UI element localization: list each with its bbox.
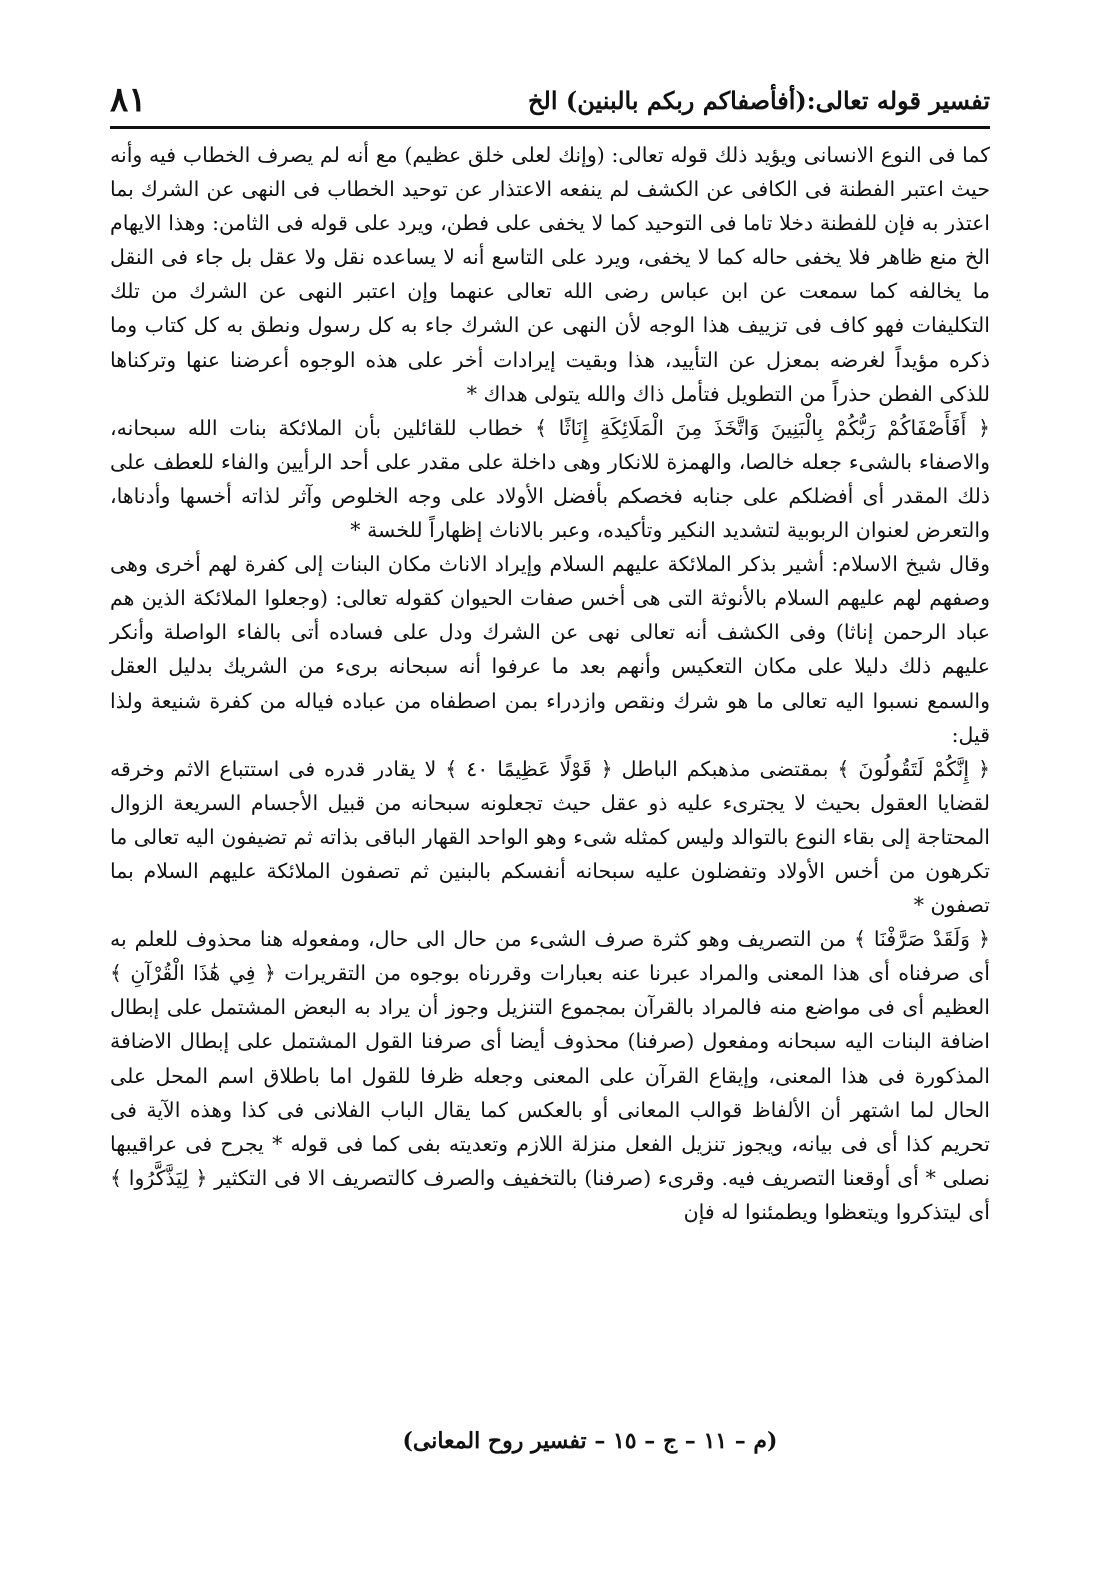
paragraph-3: وقال شيخ الاسلام: أشير بذكر الملائكة عليهم السلام وإيراد الاناث مكان البنات إلى كفرة لهم أخرى وهى وصفهم لهم عليهم السلام بالأنوثة التى هى أخس صفات الحيوان كقوله تعالى: (وجعلوا الملائكة الذين هم عباد الرحمن إناثا) وفى الكشف أنه تعالى نهى عن الشرك ودل على فساده أتى بالفاء الواصلة وأنكر عليهم ذلك دليلا على مكان التعكيس وأنهم بعد ما عرفوا أنه سبحانه برىء من الشريك بدليل العقل والسمع نسبوا اليه تعالى ما هو شرك ونقص وازدراء بمن اصطفاه من عباده فياله من كفرة شنيعة ولذا قيل: [110, 552, 990, 747]
page-number: ٨١ [110, 80, 147, 120]
paragraph-4: ﴿ إِنَّكُمْ لَتَقُولُونَ ﴾ بمقتضى مذهبكم الباطل ﴿ قَوْلًا عَظِيمًا ٤٠ ﴾ لا يقادر قدره فى استتباع الاثم وخرقه لقضايا العقول بحيث لا يجترىء عليه ذو عقل حيث تجعلونه سبحانه من قبيل الأجسام السريعة الزوال المحتاجة إلى بقاء النوع بالتوالد وليس كمثله شىء وهو الواحد القهار الباقى بذاته ثم تضيفون اليه تعالى ما تكرهون من أخس الأولاد وتفضلون عليه سبحانه أنفسكم بالبنين ثم تصفون الملائكة عليهم السلام بما تصفون * [110, 756, 991, 918]
page-header [110, 82, 990, 128]
body-text [110, 138, 990, 1229]
header-rule [110, 126, 990, 129]
paragraph-2: ﴿ أَفَأَصْفَاكُمْ رَبُّكُمْ بِالْبَنِينَ وَاتَّخَذَ مِنَ الْمَلَائِكَةِ إِنَاثًا ﴾ خطاب للقائلين بأن الملائكة بنات الله سبحانه، والاصفاء بالشىء جعله خالصا، والهمزة للانكار وهى داخلة على مقدر على أحد الرأيين والفاء للعطف على ذلك المقدر أى أفضلكم على جنابه فخصكم بأفضل الأولاد على وجه الخلوص وآثر لذاته أخسها وأدناها، والتعرض لعنوان الربوبية لتشديد النكير وتأكيده، وعبر بالاناث إظهاراً للخسة * [110, 415, 990, 543]
signature-line: (م – ١١ – ج – ١٥ – تفسير روح المعانى) [402, 1428, 778, 1454]
running-title: تفسير قوله تعالى:(أفأصفاكم ربكم بالبنين) الخ [528, 86, 990, 115]
paragraph-1: كما فى النوع الانسانى ويؤيد ذلك قوله تعالى: (وإنك لعلى خلق عظيم) مع أنه لم يصرف الخطاب فيه وأنه حيث اعتبر الفطنة فى الكافى عن الكشف لم ينفعه الاعتذار عن توحيد الخطاب فى النهى عن الشرك بما اعتذر به فإن للفطنة دخلا تاما فى التوحيد كما لا يخفى على فطن، ويرد على قوله فى الثامن: وهذا الايهام الخ منع ظاهر فلا يخفى حاله كما لا يخفى، ويرد على التاسع أنه لا يساعده نقل ولا عقل بل جاء فى النقل ما يخالفه كما سمعت عن ابن عباس رضى الله تعالى عنهما وإن اعتبر النهى عن الشرك من تلك التكليفات فهو كاف فى تزييف هذا الوجه لأن النهى عن الشرك جاء به كل رسول ونطق به كل كتاب وما ذكره مؤيداً لغرضه بمعزل عن التأييد، هذا وبقيت إيرادات أخر على هذه الوجوه أعرضنا عنها وتركناها للذكى الفطن حذراً من التطويل فتأمل ذاك والله يتولى هداك * [110, 143, 990, 406]
paragraph-5: ﴿ وَلَقَدْ صَرَّفْنَا ﴾ من التصريف وهو كثرة صرف الشىء من حال الى حال، ومفعوله هنا محذوف للعلم به أى صرفناه أى هذا المعنى والمراد عبرنا عنه بعبارات وقررناه بوجوه من التقريرات ﴿ فِي هَٰذَا الْقُرْآنِ ﴾ العظيم أى فى مواضع منه فالمراد بالقرآن بمجموع التنزيل وجوز أن يراد به البعض المشتمل على إبطال اضافة البنات اليه سبحانه ومفعول (صرفنا) محذوف أيضا أى صرفنا القول المشتمل على إبطال الاضافة المذكورة فى هذا المعنى، وإيقاع القرآن على المعنى وجعله ظرفا للقول اما باطلاق اسم المحل على الحال لما اشتهر أن الألفاظ قوالب المعانى أو بالعكس كما يقال الباب الفلانى فى كذا وهذه الآية فى تحريم كذا أى فى بيانه، ويجوز تنزيل الفعل منزلة اللازم وتعديته بفى كما فى قوله * يجرح فى عراقيبها نصلى * أى أوقعنا التصريف فيه. وقرىء (صرفنا) بالتخفيف والصرف كالتصريف الا فى التكثير ﴿ لِيَذَّكَّرُوا ﴾ أى ليتذكروا ويتعظوا ويطمئنوا له فإن [110, 927, 990, 1224]
